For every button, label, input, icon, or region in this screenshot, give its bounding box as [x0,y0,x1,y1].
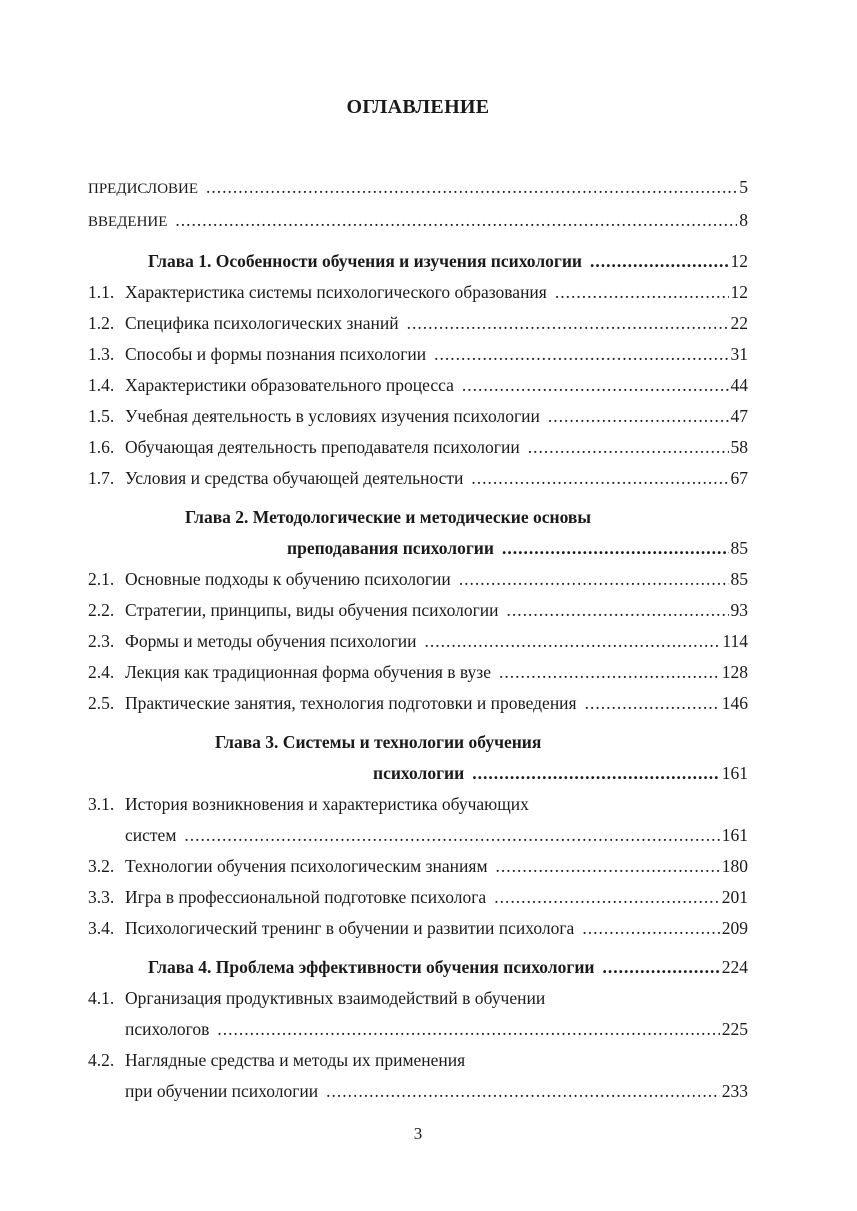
chapter-title: Глава 4. Проблема эффективности обучения психологии [148,957,595,977]
toc-entry[interactable] [88,688,748,719]
section-title: Обучающая деятельность преподавателя психологии [125,437,520,457]
section-number: 1.5. [88,406,115,426]
section-page: 22 [730,313,748,333]
leader-dots [496,851,720,882]
toc-entry[interactable] [88,626,748,657]
section-title: Характеристика системы психологического образования [125,282,547,302]
section-page: 209 [721,918,748,938]
leader-dots [548,401,729,432]
section-title: Стратегии, принципы, виды обучения психологии [125,600,499,620]
section-number: 3.2. [88,856,115,876]
toc-chapter-1[interactable] [88,246,748,277]
leader-dots [502,533,729,564]
section-page: 85 [730,569,748,589]
section-number: 2.1. [88,569,115,589]
chapter-title: Глава 1. Особенности обучения и изучения психологии [148,251,583,271]
section-number: 1.3. [88,344,115,364]
section-title: Технологии обучения психологическим знаниям [125,856,488,876]
section-title-line1: История возникновения и характеристика обучающих [125,794,529,814]
section-title: Основные подходы к обучению психологии [125,569,451,589]
section-number: 4.1. [88,988,115,1008]
section-title: Условия и средства обучающей деятельности [125,468,464,488]
leader-dots [425,626,721,657]
toc-entry[interactable] [88,851,748,882]
section-page: 44 [730,375,748,395]
leader-dots [471,463,728,494]
leader-dots [434,339,728,370]
section-title: Практические занятия, технология подготовки и проведения [125,693,577,713]
section-page: 12 [730,282,748,302]
section-title: Формы и методы обучения психологии [125,631,417,651]
leader-dots [590,246,728,277]
leader-dots [494,882,720,913]
toc-entry[interactable] [88,657,748,688]
section-number: 1.7. [88,468,115,488]
section-line2 [88,820,748,851]
section-title-line1: Организация продуктивных взаимодействий в обучении [125,988,546,1008]
leader-dots [585,688,720,719]
leader-dots [602,952,719,983]
leader-dots [326,1076,720,1107]
section-page: 233 [721,1081,748,1101]
toc-entry[interactable] [88,564,748,595]
section-title-line2: психологов [125,1019,210,1039]
chapter-title-line2: психологии [373,763,465,783]
section-title-line2: при обучении психологии [125,1081,319,1101]
leader-dots [555,277,729,308]
section-page: 128 [721,662,748,682]
toc-entry[interactable] [88,401,748,432]
section-line1 [88,1045,748,1076]
leader-dots [217,1014,719,1045]
toc-entry[interactable] [88,370,748,401]
entry-title: ВВЕДЕНИЕ [88,214,168,230]
section-page: 180 [721,856,748,876]
toc-entry[interactable] [88,1045,748,1107]
leader-dots [184,820,719,851]
toc-entry[interactable] [88,882,748,913]
section-page: 31 [730,344,748,364]
section-title: Способы и формы познания психологии [125,344,427,364]
section-line1 [88,789,748,820]
section-page: 201 [721,887,748,907]
section-number: 1.1. [88,282,115,302]
toc-chapter-4[interactable] [88,952,748,983]
section-page: 93 [730,600,748,620]
leader-dots [206,172,737,203]
leader-dots [499,657,720,688]
toc-entry[interactable] [88,913,748,944]
section-number: 2.2. [88,600,115,620]
toc-entry[interactable] [88,789,748,851]
toc-chapter-3[interactable] [88,727,748,789]
section-number: 3.3. [88,887,115,907]
section-title-line2: систем [125,825,177,845]
chapter-page: 12 [730,251,748,271]
toc-entry[interactable] [88,595,748,626]
section-page: 47 [730,406,748,426]
entry-page: 5 [739,177,748,197]
section-page: 67 [730,468,748,488]
section-title-line1: Наглядные средства и методы их применения [125,1050,466,1070]
toc-entry-preface[interactable] [88,172,748,205]
chapter-page: 224 [721,957,748,977]
section-number: 2.3. [88,631,115,651]
section-page: 58 [730,437,748,457]
section-page: 161 [721,825,748,845]
table-of-contents [88,172,748,1107]
toc-entry[interactable] [88,339,748,370]
chapter-title-line2: преподавания психологии [287,538,494,558]
toc-entry[interactable] [88,432,748,463]
leader-dots [459,564,729,595]
toc-entry[interactable] [88,308,748,339]
toc-entry[interactable] [88,463,748,494]
leader-dots [472,758,720,789]
section-line2 [88,1014,748,1045]
leader-dots [507,595,729,626]
section-title: Психологический тренинг в обучении и развитии психолога [125,918,575,938]
section-page: 114 [722,631,748,651]
chapter-title-line2-row [88,533,748,564]
section-number: 1.4. [88,375,115,395]
section-title: Специфика психологических знаний [125,313,399,333]
leader-dots [175,205,737,236]
entry-title: ПРЕДИСЛОВИЕ [88,181,199,197]
page-title: ОГЛАВЛЕНИЕ [346,96,490,118]
chapter-title-line1: Глава 3. Системы и технологии обучения [215,732,542,752]
leader-dots [407,308,729,339]
section-number: 1.2. [88,313,115,333]
section-title: Характеристики образовательного процесса [125,375,454,395]
chapter-title-line2-row [88,758,748,789]
section-number: 2.5. [88,693,115,713]
page-number: 3 [413,1124,423,1143]
section-page: 225 [721,1019,748,1039]
leader-dots [462,370,729,401]
section-number: 3.4. [88,918,115,938]
leader-dots [528,432,729,463]
section-number: 4.2. [88,1050,115,1070]
section-number: 3.1. [88,794,115,814]
toc-chapter-2[interactable] [88,502,748,564]
section-number: 1.6. [88,437,115,457]
chapter-title-line1: Глава 2. Методологические и методические основы [184,507,591,527]
leader-dots [582,913,719,944]
section-number: 2.4. [88,662,115,682]
section-title: Лекция как традиционная форма обучения в вузе [125,662,491,682]
chapter-page: 85 [730,538,748,558]
toc-entry[interactable] [88,983,748,1045]
section-line2 [88,1076,748,1107]
chapter-page: 161 [721,763,748,783]
toc-entry-introduction[interactable] [88,205,748,238]
section-title: Учебная деятельность в условиях изучения психологии [125,406,540,426]
section-page: 146 [721,693,748,713]
entry-page: 8 [739,210,748,230]
section-line1 [88,983,748,1014]
section-title: Игра в профессиональной подготовке психолога [125,887,487,907]
toc-entry[interactable] [88,277,748,308]
